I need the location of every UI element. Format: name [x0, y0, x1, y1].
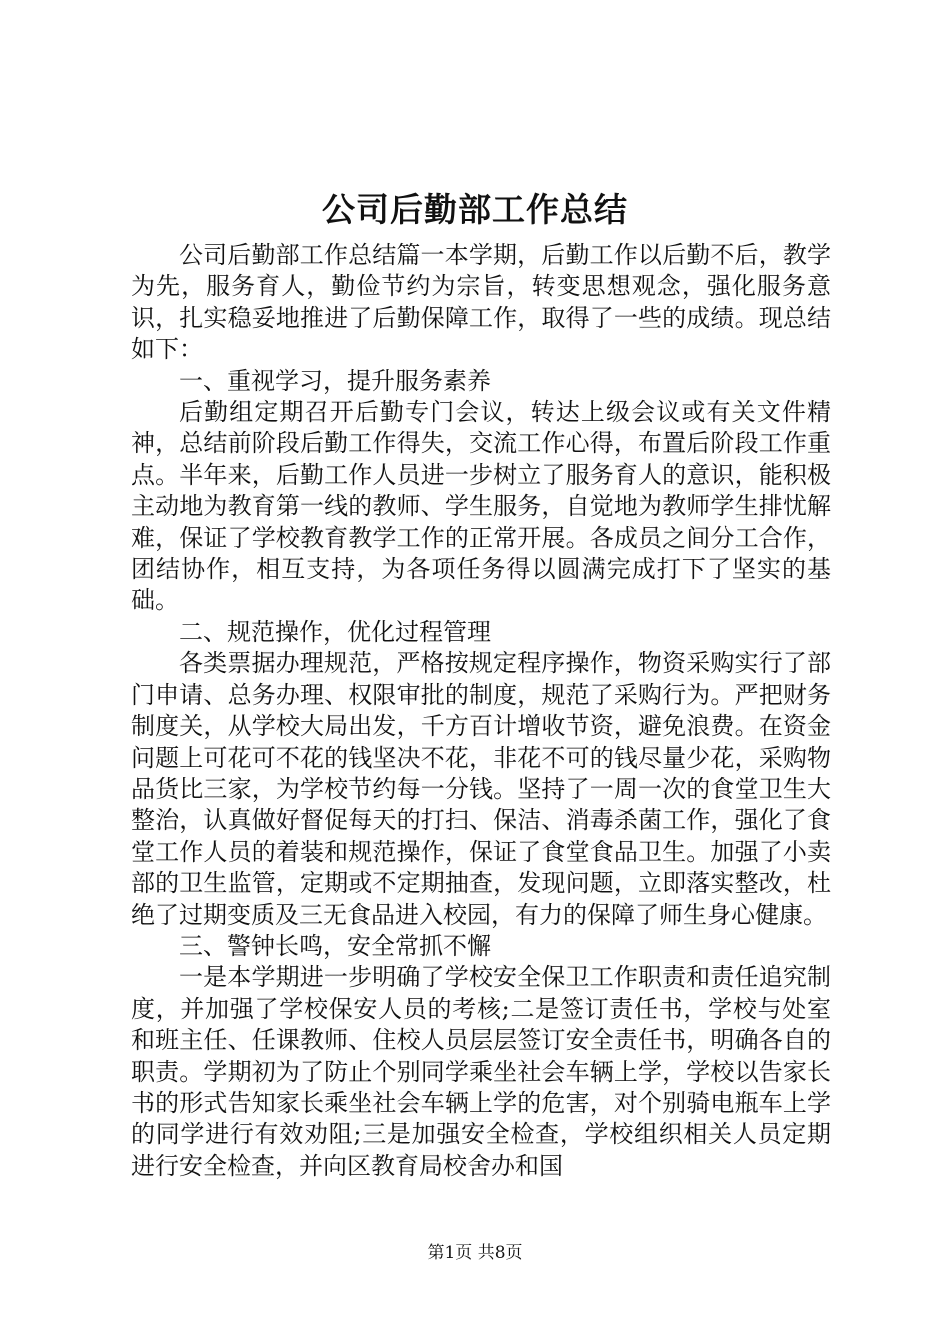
- document-body: [131, 240, 831, 1182]
- section-paragraph-3: 一是本学期进一步明确了学校安全保卫工作职责和责任追究制度，并加强了学校保安人员的考核;二是签订责任书，学校与处室和班主任、任课教师、住校人员层层签订安全责任书，明确各自的职责。学期初为了防止个别同学乘坐社会车辆上学，学校以告家长书的形式告知家长乘坐社会车辆上学的危害，对个别骑电瓶车上学的同学进行有效劝阻;三是加强安全检查，学校组织相关人员定期进行安全检查，并向区教育局校舍办和国: [131, 963, 831, 1180]
- page-footer: 第1页 共8页: [427, 1243, 523, 1263]
- section-paragraph-1: 后勤组定期召开后勤专门会议，转达上级会议或有关文件精神，总结前阶段后勤工作得失，交流工作心得，布置后阶段工作重点。半年来，后勤工作人员进一步树立了服务育人的意识，能积极主动地为教育第一线的教师、学生服务，自觉地为教师学生排忧解难，保证了学校教育教学工作的正常开展。各成员之间分工合作，团结协作，相互支持，为各项任务得以圆满完成打下了坚实的基础。: [131, 398, 831, 615]
- intro-paragraph: 公司后勤部工作总结篇一本学期，后勤工作以后勤不后，教学为先，服务育人，勤俭节约为宗旨，转变思想观念，强化服务意识，扎实稳妥地推进了后勤保障工作，取得了一些的成绩。现总结如下：: [131, 241, 831, 364]
- section-heading-3: 三、警钟长鸣，安全常抓不懈: [179, 931, 491, 960]
- document-title: 公司后勤部工作总结: [322, 190, 628, 229]
- section-heading-1: 一、重视学习，提升服务素养: [179, 366, 491, 395]
- section-heading-2: 二、规范操作，优化过程管理: [179, 617, 491, 646]
- section-paragraph-2: 各类票据办理规范，严格按规定程序操作，物资采购实行了部门申请、总务办理、权限审批的制度，规范了采购行为。严把财务制度关，从学校大局出发，千方百计增收节资，避免浪费。在资金问题上可花可不花的钱坚决不花，非花不可的钱尽量少花，采购物品货比三家，为学校节约每一分钱。坚持了一周一次的食堂卫生大整治，认真做好督促每天的打扫、保洁、消毒杀菌工作，强化了食堂工作人员的着装和规范操作，保证了食堂食品卫生。加强了小卖部的卫生监管，定期或不定期抽查，发现问题，立即落实整改，杜绝了过期变质及三无食品进入校园，有力的保障了师生身心健康。: [131, 649, 831, 929]
